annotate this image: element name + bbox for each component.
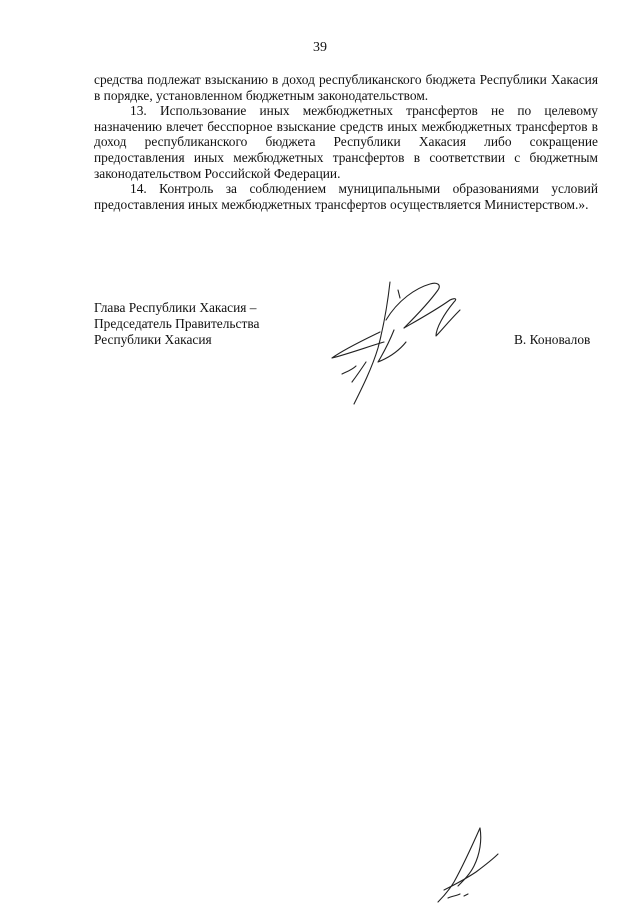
paragraph-continuation: средства подлежат взысканию в доход республиканского бюджета Республики Хакасия в порядке, установленном бюджетным законодательством. — [94, 72, 598, 103]
signatory-title-line: Республики Хакасия — [94, 332, 212, 347]
paragraph-14: 14. Контроль за соблюдением муниципальными образованиями условий предоставления иных межбюджетных трансфертов осуществляется Министерством.». — [94, 181, 598, 212]
signatory-title — [94, 300, 259, 348]
handwritten-signature — [318, 270, 478, 410]
document-body — [94, 72, 598, 212]
signatory-name: В. Коновалов — [514, 332, 591, 347]
signatory-title-line: Председатель Правительства — [94, 316, 260, 331]
paragraph-13: 13. Использование иных межбюджетных трансфертов не по целевому назначению влечет бесспорное взыскание средств иных межбюджетных трансфертов в доход республиканского бюджета Республики Хакасия либо сокращение предоставления иных межбюджетных трансфертов в соответствии с бюджетным законодательством Российской Федерации. — [94, 103, 598, 181]
page-number: 39 — [313, 40, 327, 55]
handwritten-initials — [424, 824, 504, 904]
signatory-title-line: Глава Республики Хакасия – — [94, 300, 257, 315]
